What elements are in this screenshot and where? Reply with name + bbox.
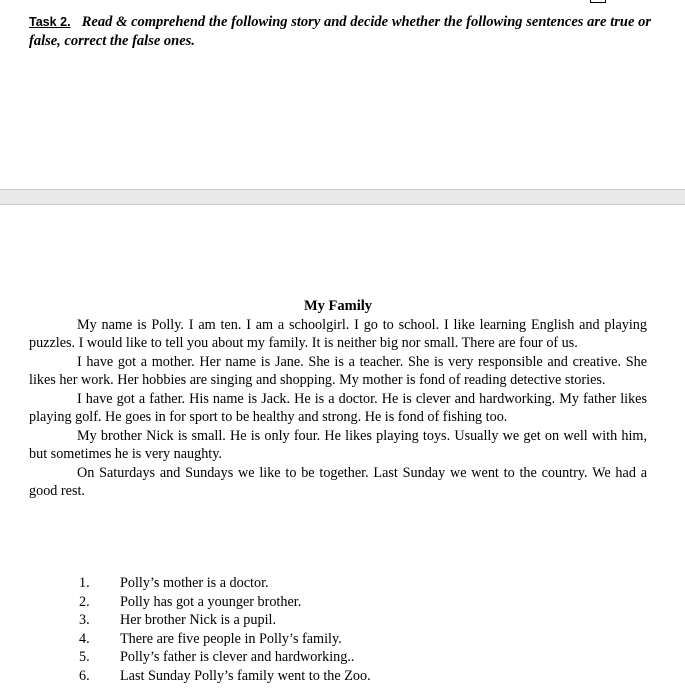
statement-text: Polly’s father is clever and hardworking..: [120, 649, 355, 665]
statement-text: Her brother Nick is a pupil.: [120, 612, 277, 628]
task-instruction: Read & comprehend the following story and decide whether the following sentences are true or false, correct the false ones.: [29, 14, 652, 49]
statement-item: [29, 667, 647, 686]
statement-item: [29, 630, 647, 649]
story-paragraph: My brother Nick is small. He is only four. He likes playing toys. Usually we get on well with him, but sometimes he is very naughty.: [29, 427, 647, 462]
story-title: My Family: [303, 298, 373, 314]
table-corner-mark: [590, 0, 606, 3]
statement-number: 1.: [79, 575, 90, 591]
statement-number: 3.: [79, 612, 90, 628]
statement-item: [29, 574, 647, 593]
statement-text: There are five people in Polly’s family.: [120, 630, 342, 647]
story-paragraph: On Saturdays and Sundays we like to be together. Last Sunday we went to the country. We had a good rest.: [29, 464, 647, 499]
statement-number: 5.: [79, 649, 90, 665]
statement-text: Last Sunday Polly’s family went to the Zoo.: [120, 667, 371, 684]
statement-number: 6.: [79, 667, 90, 684]
statement-item: [29, 611, 647, 630]
page-break: [0, 189, 685, 205]
document-page-1: [0, 0, 685, 189]
statement-list: [29, 574, 647, 685]
task-instruction-block: [29, 13, 651, 51]
task-label: Task 2.: [29, 15, 71, 29]
statement-item: [29, 593, 647, 612]
statement-text: Polly’s mother is a doctor.: [120, 575, 269, 591]
statement-number: 4.: [79, 630, 90, 647]
statement-number: 2.: [79, 593, 90, 610]
statement-text: Polly has got a younger brother.: [120, 593, 302, 610]
story-paragraph: I have got a father. His name is Jack. He is a doctor. He is clever and hardworking. My father likes playing golf. He goes in for sport to be healthy and strong. He is fond of fishing too.: [29, 390, 647, 425]
story-section: [29, 297, 647, 501]
story-paragraph: My name is Polly. I am ten. I am a schoolgirl. I go to school. I like learning English and playing puzzles. I would like to tell you about my family. It is neither big nor small. There are four of us.: [29, 316, 647, 351]
story-paragraph: I have got a mother. Her name is Jane. She is a teacher. She is very responsible and creative. She likes her work. Her hobbies are singing and shopping. My mother is fond of reading detective stories.: [29, 353, 647, 388]
statement-item: [29, 648, 647, 667]
